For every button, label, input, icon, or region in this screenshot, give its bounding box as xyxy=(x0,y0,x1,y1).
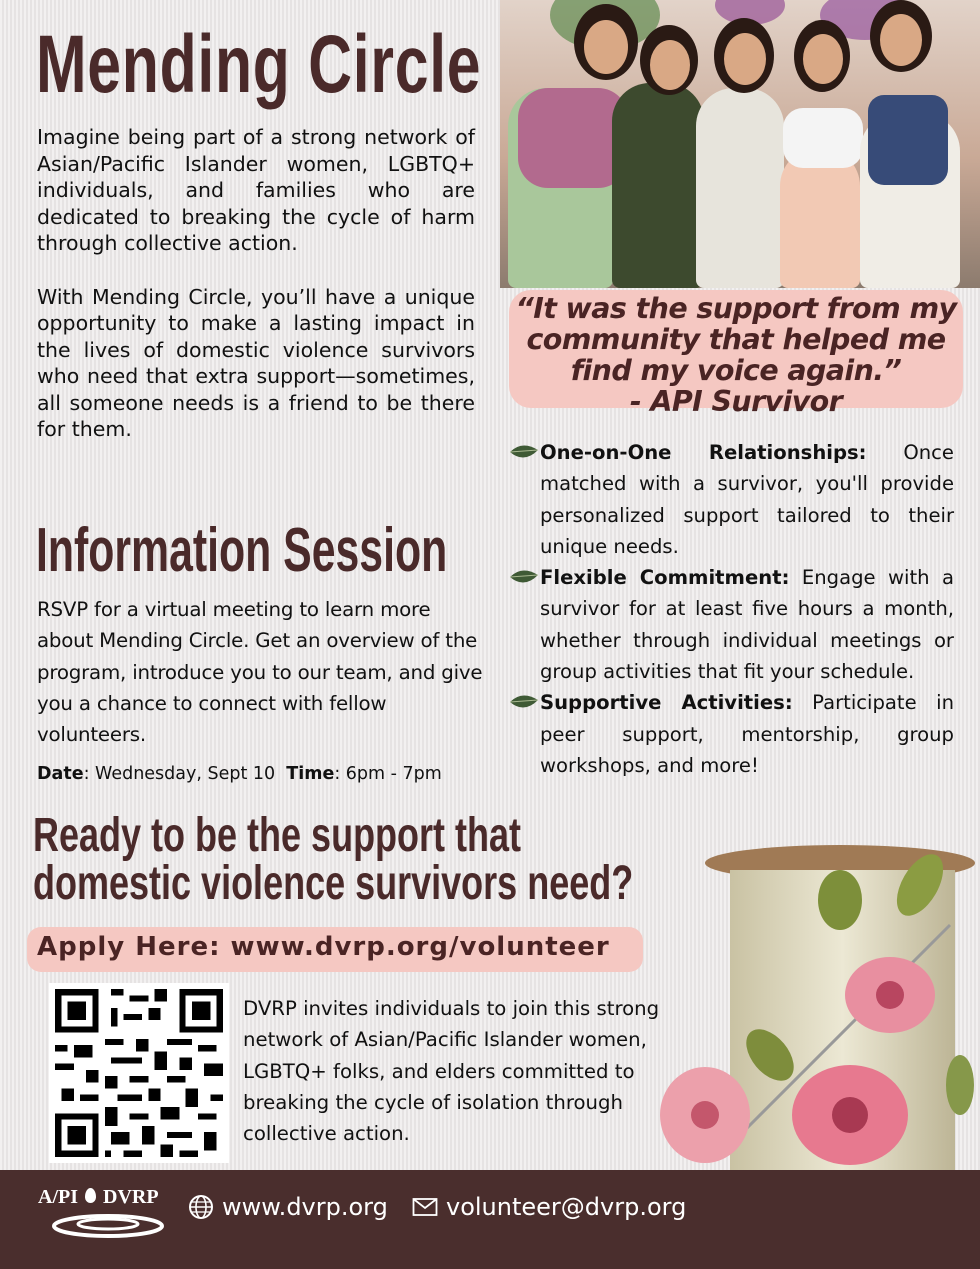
qr-code[interactable] xyxy=(49,983,229,1163)
list-item xyxy=(508,562,954,687)
intro-paragraph-1: Imagine being part of a strong network of Asian/Pacific Islander women, LGBTQ+ individuals, and families who are dedicated to breaking the cycle of harm through collective action. xyxy=(37,125,475,255)
intro-text xyxy=(37,124,475,470)
email-link[interactable] xyxy=(412,1193,686,1221)
info-session-body: RSVP for a virtual meeting to learn more about Mending Circle. Get an overview of the program, introduce you to our team, and give you a chance to connect with fellow volunteers. xyxy=(37,598,483,747)
group-photo xyxy=(500,0,980,288)
quote-attribution: - API Survivor xyxy=(629,385,843,418)
benefits-list xyxy=(508,437,954,781)
benefit-text: Participate in peer support, mentorship, group workshops, and more! xyxy=(540,691,955,777)
email-text: volunteer@dvrp.org xyxy=(446,1193,687,1221)
benefit-title: One-on-One Relationships: xyxy=(540,441,867,464)
intro-paragraph-2: With Mending Circle, you’ll have a unique opportunity to make a lasting impact in the lives of domestic violence survivors who need that extra support—sometimes, all someone needs is a friend to be there for them. xyxy=(37,284,475,441)
survivor-quote xyxy=(505,293,967,417)
leaf-icon xyxy=(508,442,540,462)
leaf-icon xyxy=(508,692,540,712)
benefit-title: Flexible Commitment: xyxy=(540,566,790,590)
logo-right-text: DVRP xyxy=(103,1186,159,1208)
date-label: Date xyxy=(37,764,84,784)
list-item xyxy=(508,437,954,562)
time-value: : 6pm - 7pm xyxy=(334,764,442,784)
benefit-text: Once matched with a survivor, you'll provide personalized support tailored to their unique needs. xyxy=(540,441,954,558)
benefit-title: Supportive Activities: xyxy=(540,691,793,715)
cta-line-1: Ready to be the support that xyxy=(33,809,522,862)
envelope-icon xyxy=(412,1197,438,1217)
logo-left-text: A/PI xyxy=(38,1186,78,1208)
logo-waves-icon xyxy=(52,1212,164,1238)
leaf-icon xyxy=(508,567,540,587)
dvrp-logo xyxy=(38,1186,159,1209)
page-title: Mending Circle xyxy=(36,19,482,110)
apply-link[interactable]: Apply Here: www.dvrp.org/volunteer xyxy=(37,932,610,962)
info-session-heading: Information Session xyxy=(36,516,448,585)
website-text: www.dvrp.org xyxy=(222,1193,388,1221)
list-item xyxy=(508,687,954,781)
time-label: Time xyxy=(286,764,335,784)
cta-heading xyxy=(33,809,634,910)
cta-line-2: domestic violence survivors need? xyxy=(33,857,634,910)
date-time-line xyxy=(37,764,442,784)
quote-text: “It was the support from my community that helped me find my voice again.” xyxy=(515,292,957,387)
dvrp-description: DVRP invites individuals to join this strong network of Asian/Pacific Islander women, LGBTQ+ folks, and elders committed to breaking the cycle of isolation through collective action. xyxy=(243,997,660,1146)
drop-icon xyxy=(85,1188,96,1203)
date-value: : Wednesday, Sept 10 xyxy=(83,764,276,784)
globe-icon xyxy=(188,1194,214,1220)
benefit-text: Engage with a survivor for at least five hours a month, whether through individual meetings or group activities that fit your schedule. xyxy=(540,566,954,684)
website-link[interactable] xyxy=(188,1193,388,1221)
